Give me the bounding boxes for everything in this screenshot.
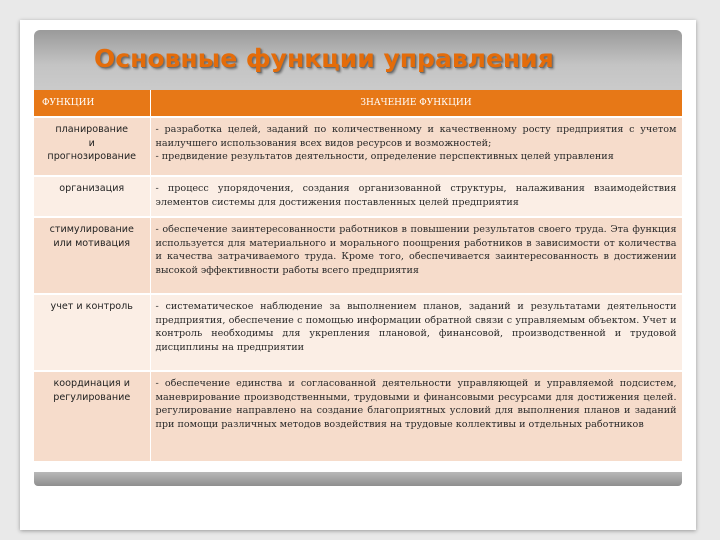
description-line: - обеспечение единства и согласованной деятельности управляющей и управляемой подсистем, маневрирование производственными, трудовыми и финансовыми ресурсами для достижения целей. регулирование направлено на создание благоприятных условий для выполнения планов и заданий при помощи различных методов воздействия на трудовые коллективы и отдельных работников bbox=[155, 378, 677, 430]
function-name-text: планирование и прогнозирование bbox=[47, 124, 137, 162]
function-description bbox=[150, 176, 682, 217]
function-name bbox=[34, 176, 150, 217]
description-line: - систематическое наблюдение за выполнением планов, заданий и результатами деятельности предприятия, обеспечение с помощью информации обратной связи с управляемым объектом. Учет и контроль необходимы для укрепления плановой, финансовой, производственной и трудовой дисциплины на предприятии bbox=[155, 301, 677, 353]
function-description bbox=[150, 217, 682, 294]
functions-table-wrap bbox=[34, 90, 682, 461]
function-name bbox=[34, 294, 150, 371]
slide-title: Основные функции управления bbox=[94, 44, 554, 73]
function-name-text: стимулирование или мотивация bbox=[49, 224, 134, 249]
function-description bbox=[150, 117, 682, 176]
description-line: - обеспечение заинтересованности работников в повышении результатов своего труда. Эта функция используется для материального и морального поощрения работников в зависимости от количества и качества затрачиваемого труда. Кроме того, обеспечивается заинтересованность в достижении высокой эффективности работы всего предприятия bbox=[155, 224, 677, 276]
function-name bbox=[34, 117, 150, 176]
slide bbox=[20, 20, 696, 530]
function-name bbox=[34, 217, 150, 294]
header-meaning: ЗНАЧЕНИЕ ФУНКЦИИ bbox=[150, 90, 682, 117]
description-line: - предвидение результатов деятельности, определение перспективных целей управления bbox=[155, 151, 614, 162]
function-name-text: координация и регулирование bbox=[53, 378, 131, 403]
table-row bbox=[34, 371, 682, 461]
function-description bbox=[150, 371, 682, 461]
description-line: - процесс упорядочения, создания организованной структуры, налаживания взаимодействия элементов системы для достижения поставленных целей предприятия bbox=[155, 183, 677, 208]
table-row bbox=[34, 217, 682, 294]
function-description bbox=[150, 294, 682, 371]
functions-table bbox=[34, 90, 683, 461]
function-name-text: организация bbox=[59, 183, 125, 194]
bottom-bar bbox=[34, 472, 682, 486]
table-header-row bbox=[34, 90, 682, 117]
function-name-text: учет и контроль bbox=[50, 301, 133, 312]
table-row bbox=[34, 176, 682, 217]
header-functions: ФУНКЦИИ bbox=[34, 90, 150, 117]
function-name bbox=[34, 371, 150, 461]
table-row bbox=[34, 117, 682, 176]
table-row bbox=[34, 294, 682, 371]
description-line: - разработка целей, заданий по количественному и качественному росту предприятия с учетом наилучшего использования всех видов ресурсов и возможностей; bbox=[155, 124, 677, 149]
